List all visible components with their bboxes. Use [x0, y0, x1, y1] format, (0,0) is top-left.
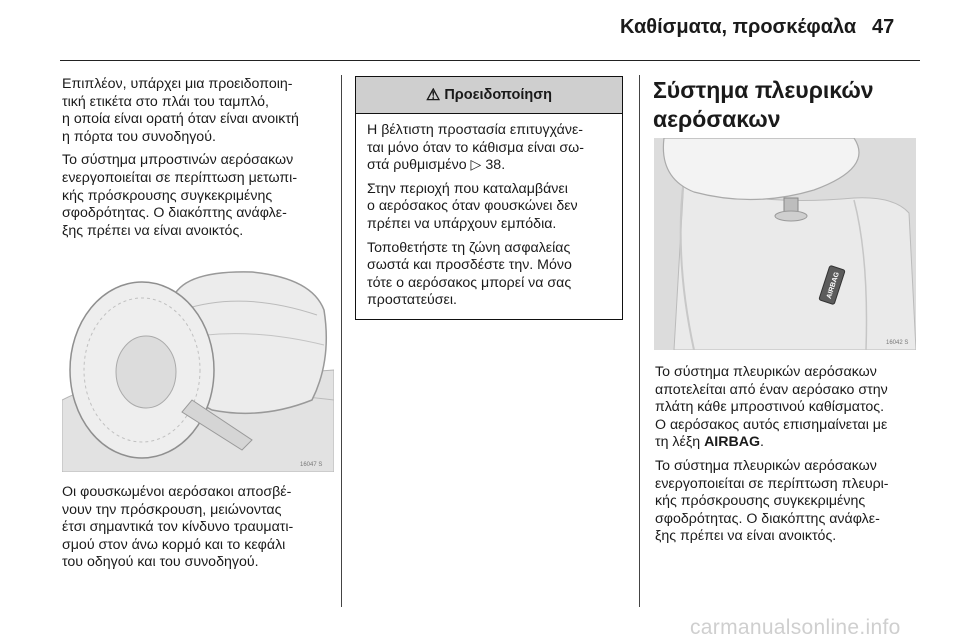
- right-image-number: 16042 S: [886, 340, 909, 346]
- right-paragraph-2: Το σύστημα πλευρικών αερόσακων ενεργοποιείται σε περίπτωση πλευρι- κής πρόσκρουσης συγκεκριμένης σφοδρότητας. Ο διακόπτης ανάφλε- ξης πρέπει να είναι ανοικτός.: [655, 457, 889, 545]
- warning-header: [356, 77, 622, 114]
- warning-body: [356, 114, 622, 310]
- warning-page-reference: 38.: [485, 157, 506, 174]
- left-paragraph-3: Οι φουσκωμένοι αερόσακοι αποσβέ- νουν την πρόσκρουση, μειώνοντας έτσι σημαντικά τον κίνδυνο τραυματι- σμού στον άνω κορμό και το κεφάλι του οδηγού και του συνοδηγού.: [62, 484, 294, 571]
- watermark: carmanualsonline.info: [690, 616, 901, 639]
- left-image-number: 16047 S: [300, 462, 323, 468]
- warning-paragraph-1-text: Η βέλτιστη προστασία επιτυγχάνε- ται μόνο όταν το κάθισμα είναι σω- στά ρυθμισμένο: [367, 122, 584, 174]
- page-reference-arrow-icon: ▷: [470, 157, 482, 174]
- page-number: 47: [872, 16, 895, 38]
- column-divider-right: [639, 75, 640, 607]
- warning-title: Προειδοποίηση: [444, 87, 553, 103]
- column-divider-left: [341, 75, 342, 607]
- left-column-bottom: [62, 484, 332, 578]
- right-paragraph-1: [655, 364, 925, 452]
- airbag-word: AIRBAG: [704, 434, 761, 451]
- warning-box: [355, 76, 623, 320]
- warning-paragraph-2: Στην περιοχή που καταλαμβάνει ο αερόσακος όταν φουσκώνει δεν πρέπει να υπάρχουν εμπόδια.: [367, 180, 578, 232]
- warning-triangle-icon: ⚠: [425, 87, 441, 104]
- left-column: [62, 76, 332, 246]
- section-heading: Σύστημα πλευρικών αερόσακων: [653, 77, 874, 132]
- page-header-title: Καθίσματα, προσκέφαλα: [620, 16, 857, 38]
- header-divider: [60, 60, 920, 61]
- left-paragraph-1: Επιπλέον, υπάρχει μια προειδοποιη- τική ετικέτα στο πλάι του ταμπλό, η οποία είναι ορατή όταν είναι ανοικτή η πόρτα του συνοδηγού.: [62, 76, 299, 145]
- right-paragraph-1-text: Το σύστημα πλευρικών αερόσακων αποτελείται από έναν αερόσακο στην πλάτη κάθε μπροστινού καθίσματος. Ο αερόσακος αυτός επισημαίνεται με τη λέξη: [655, 364, 888, 451]
- warning-paragraph-3: Τοποθετήστε τη ζώνη ασφαλείας σωστά και προσδέστε την. Μόνο τότε ο αερόσακος μπορεί να σας προστατεύσει.: [367, 239, 572, 309]
- warning-paragraph-1: [367, 122, 612, 175]
- seat-airbag-label: AIRBAG: [825, 271, 842, 300]
- right-column: [655, 364, 925, 552]
- side-airbag-seat-illustration: [654, 138, 916, 350]
- front-airbags-illustration: [62, 250, 334, 472]
- right-paragraph-1-end: .: [760, 434, 764, 451]
- left-paragraph-2: Το σύστημα μπροστινών αερόσακων ενεργοποιείται σε περίπτωση μετωπι- κής πρόσκρουσης συγκεκριμένης σφοδρότητας. Ο διακόπτης ανάφλε- ξης πρέπει να είναι ανοικτός.: [62, 152, 298, 239]
